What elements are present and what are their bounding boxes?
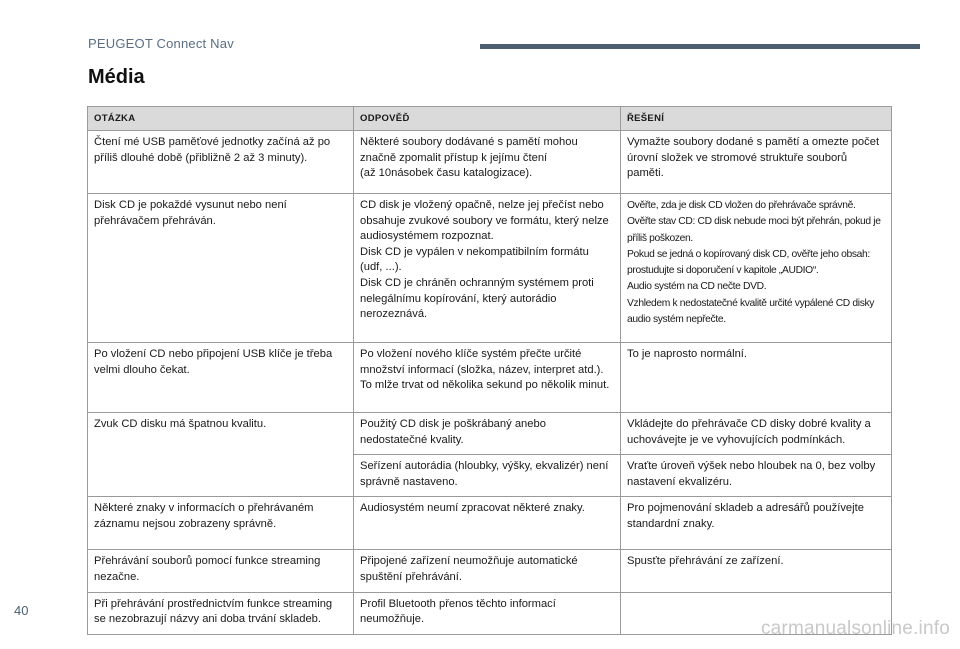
solution-cell: Vymažte soubory dodané s pamětí a omezte počet úrovní složek ve stromové struktuře souborů paměti.	[621, 131, 892, 194]
header-bar	[480, 44, 920, 49]
solution-cell: Vkládejte do přehrávače CD disky dobré kvality a uchovávejte je ve vyhovujících podmínkách.	[621, 413, 892, 455]
document-header-title: PEUGEOT Connect Nav	[88, 36, 234, 51]
column-header-answer: ODPOVĚĎ	[354, 107, 621, 131]
column-header-question: OTÁZKA	[88, 107, 354, 131]
answer-cell: Některé soubory dodávané s pamětí mohou značně zpomalit přístup k jejímu čtení (až 10násobek času katalogizace).	[354, 131, 621, 194]
answer-cell: Po vložení nového klíče systém přečte určité množství informací (složka, název, interpret atd.). To mlže trvat od několika sekund po několik minut.	[354, 343, 621, 413]
answer-cell: Seřízení autorádia (hloubky, výšky, ekvalizér) není správně nastaveno.	[354, 455, 621, 497]
column-header-solution: ŘEŠENÍ	[621, 107, 892, 131]
question-cell: Některé znaky v informacích o přehrávaném záznamu nejsou zobrazeny správně.	[88, 497, 354, 550]
answer-cell: Profil Bluetooth přenos těchto informací neumožňuje.	[354, 592, 621, 634]
question-cell: Disk CD je pokaždé vysunut nebo není přehrávačem přehráván.	[88, 194, 354, 343]
table-header-row	[88, 107, 892, 131]
watermark: carmanualsonline.info	[760, 618, 950, 639]
table-row	[88, 550, 892, 592]
answer-cell: CD disk je vložený opačně, nelze jej přečíst nebo obsahuje zvukové soubory ve formátu, který nelze audiosystémem rozpoznat. Disk CD je vypálen v nekompatibilním formátu (udf, ...). Disk CD je chráněn ochranným systémem proti nelegálnímu kopírování, který autorádio nerozeznává.	[354, 194, 621, 343]
answer-cell: Audiosystém neumí zpracovat některé znaky.	[354, 497, 621, 550]
answer-cell: Použitý CD disk je poškrábaný anebo nedostatečné kvality.	[354, 413, 621, 455]
faq-table	[87, 106, 892, 635]
table-row	[88, 343, 892, 413]
question-cell: Čtení mé USB paměťové jednotky začíná až po příliš dlouhé době (přibližně 2 až 3 minuty).	[88, 131, 354, 194]
question-cell: Po vložení CD nebo připojení USB klíče je třeba velmi dlouho čekat.	[88, 343, 354, 413]
solution-cell: Spusťte přehrávání ze zařízení.	[621, 550, 892, 592]
solution-cell: Pro pojmenování skladeb a adresářů používejte standardní znaky.	[621, 497, 892, 550]
solution-cell: Ověřte, zda je disk CD vložen do přehrávače správně. Ověřte stav CD: CD disk nebude moci být přehrán, pokud je příliš poškozen. Pokud se jedná o kopírovaný disk CD, ověřte jeho obsah: prostudujte si doporučení v kapitole „AUDIO“. Audio systém na CD nečte DVD. Vzhledem k nedostatečné kvalitě určité vypálené CD disky audio systém nepřečte.	[621, 194, 892, 343]
page-title: Média	[88, 66, 145, 88]
table-row	[88, 194, 892, 343]
question-cell: Zvuk CD disku má špatnou kvalitu.	[88, 413, 354, 497]
question-cell: Přehrávání souborů pomocí funkce streaming nezačne.	[88, 550, 354, 592]
solution-cell: Vraťte úroveň výšek nebo hloubek na 0, bez volby nastavení ekvalizéru.	[621, 455, 892, 497]
answer-cell: Připojené zařízení neumožňuje automatické spuštění přehrávání.	[354, 550, 621, 592]
question-cell: Při přehrávání prostřednictvím funkce streaming se nezobrazují názvy ani doba trvání skladeb.	[88, 592, 354, 634]
page-number: 40	[14, 603, 29, 618]
solution-cell: To je naprosto normální.	[621, 343, 892, 413]
table-row	[88, 131, 892, 194]
table-row	[88, 413, 892, 455]
table-row	[88, 497, 892, 550]
